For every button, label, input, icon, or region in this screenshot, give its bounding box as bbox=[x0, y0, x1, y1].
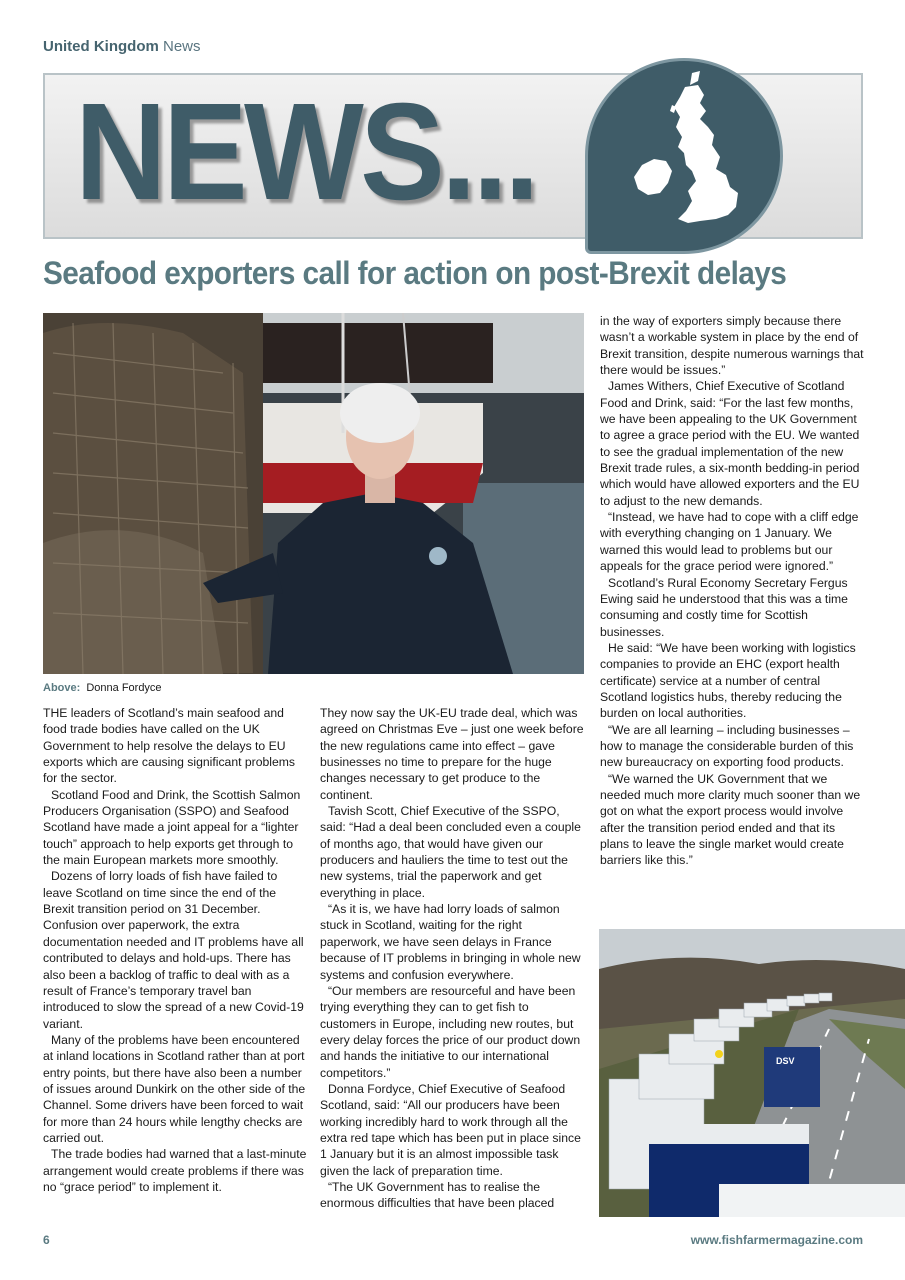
lorry-queue-image bbox=[599, 929, 905, 1217]
section-label bbox=[43, 38, 201, 55]
paragraph: Donna Fordyce, Chief Executive of Seafood Scotland, said: “All our producers have been working incredibly hard to work through all the extra red tape which has been put in place since 1 January but it is an almost impossible task given the lack of preparation time. bbox=[320, 1081, 581, 1178]
paragraph: “The UK Government has to realise the enormous difficulties that have been placed bbox=[320, 1179, 555, 1211]
paragraph: “As it is, we have had lorry loads of salmon stuck in Scotland, waiting for the right paperwork, we have seen delays in France because of IT problems in bringing in whole new systems and confusion everywhere. bbox=[320, 902, 581, 982]
caption-tag: Above: bbox=[43, 682, 81, 694]
caption-text: Donna Fordyce bbox=[86, 682, 162, 694]
article-column-3 bbox=[600, 313, 866, 923]
paragraph: He said: “We have been working with logistics companies to provide an EHC (export health certificate) service at a number of central Scotland logistics hubs, thereby reducing the burden on local authorities. bbox=[600, 640, 856, 721]
paragraph: THE leaders of Scotland’s main seafood and food trade bodies have called on the UK Government to help resolve the delays to EU exports which are causing significant problems for the sector. bbox=[43, 706, 295, 786]
page-number: 6 bbox=[43, 1233, 50, 1247]
section-label-rest: News bbox=[163, 38, 201, 55]
paragraph: Tavish Scott, Chief Executive of the SSPO, said: “Had a deal been concluded even a couple of months ago, that would have given our producers and hauliers the time to test out the new systems, trial the paperwork and get everything in place. bbox=[320, 804, 581, 900]
paragraph: Dozens of lorry loads of fish have failed to leave Scotland on time since the end of the Brexit transition period on 31 December. Confusion over paperwork, the extra documentation needed and IT problems have all contributed to delays and hold-ups. There has also been a backlog of traffic to deal with as a result of France’s temporary travel ban introduced to slow the spread of a new Covid-19 variant. bbox=[43, 869, 304, 1031]
paragraph: in the way of exporters simply because there wasn’t a workable system in place by the end of Brexit transition, despite numerous warnings that there would be issues.” bbox=[600, 314, 864, 378]
paragraph: “We are all learning – including businesses – how to manage the considerable burden of this new bureaucracy on exporting food products. bbox=[600, 722, 854, 770]
truck-logo-text: DSV bbox=[776, 1056, 795, 1066]
harbour-portrait-image bbox=[43, 313, 584, 674]
photo-lorry-queue bbox=[599, 929, 905, 1217]
footer-url[interactable]: www.fishfarmermagazine.com bbox=[690, 1233, 863, 1247]
photo-donna-fordyce bbox=[43, 313, 584, 674]
paragraph: “Our members are resourceful and have been trying everything they can to get fish to customers in Europe, including new routes, but every delay forces the price of our product down and hands the initiative to our international competitors.” bbox=[320, 983, 581, 1080]
paragraph: “Instead, we have had to cope with a cliff edge with everything changing on 1 January. We warned this would lead to problems but our appeals for the grace period were ignored.” bbox=[600, 510, 859, 574]
paragraph: They now say the UK-EU trade deal, which was agreed on Christmas Eve – just one week before the new regulations came into effect – gave businesses no time to prepare for the huge changes necessary to get produce to the continent. bbox=[320, 706, 584, 802]
photo-caption bbox=[43, 682, 162, 694]
article-headline: Seafood exporters call for action on post-Brexit delays bbox=[43, 255, 787, 291]
news-banner-title: NEWS... bbox=[75, 75, 536, 229]
uk-map-icon bbox=[585, 58, 783, 254]
article-column-2 bbox=[320, 705, 585, 1215]
paragraph: The trade bodies had warned that a last-minute arrangement would create problems if there was no “grace period” to implement it. bbox=[43, 1147, 307, 1194]
paragraph: “We warned the UK Government that we needed much more clarity much sooner than we got on what the export process would involve after the transition period ended and that its plans to leave the single market would create barriers like this.” bbox=[600, 771, 861, 868]
section-label-bold: United Kingdom bbox=[43, 38, 159, 55]
paragraph: James Withers, Chief Executive of Scotland Food and Drink, said: “For the last few months, we have been appealing to the UK Government to agree a grace period with the EU. We wanted to see the gradual implementation of the new Brexit trade rules, a six-month bedding-in period which would have allowed exporters and the EU to adjust to the new demands. bbox=[600, 379, 860, 508]
article-column-1 bbox=[43, 705, 308, 1215]
paragraph: Scotland Food and Drink, the Scottish Salmon Producers Organisation (SSPO) and Seafood Scotland have made a joint appeal for a “lighter touch” approach to help exports get through to the main European markets more smoothly. bbox=[43, 787, 301, 868]
paragraph: Many of the problems have been encountered at inland locations in Scotland rather than at port entry points, but there have also been a number of issues around Dunkirk on the other side of the Channel. Some drivers have been forced to wait for more than 24 hours while lengthy checks are carried out. bbox=[43, 1032, 306, 1145]
paragraph: Scotland’s Rural Economy Secretary Fergus Ewing said he understood that this was a time consuming and costly time for Scottish businesses. bbox=[600, 575, 848, 639]
uk-map-shape bbox=[588, 61, 783, 254]
